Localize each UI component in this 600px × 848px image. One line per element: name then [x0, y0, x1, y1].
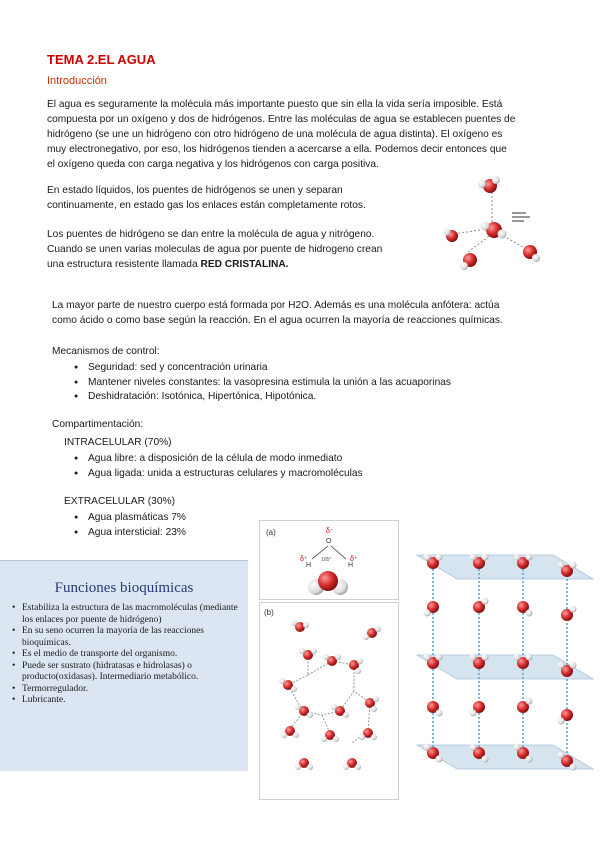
text-line: compuesta por un oxígeno y dos de hidrógenos. Entre las moléculas de agua se establecen puentes de	[47, 114, 516, 125]
oxygen-atom	[318, 571, 338, 591]
hydrogen-atom	[460, 262, 468, 270]
crystal-paragraph	[47, 227, 417, 272]
list-item: • Es el medio de transporte del organismo.	[12, 649, 242, 661]
list-item: • En su seno ocurren la mayoría de las reacciones bioquímicas.	[12, 626, 242, 649]
text-line: En estado líquidos, los puentes de hidrógenos se unen y separan	[47, 185, 343, 196]
text-line: El agua es seguramente la molécula más importante puesto que sin ella la vida sería imposible. Está	[47, 99, 503, 110]
section-subtitle: Introducción	[47, 75, 107, 87]
intracellular-list	[72, 452, 472, 481]
hydrogen-atom	[498, 230, 507, 239]
text-line	[47, 257, 417, 272]
text-line: Los puentes de hidrógeno se dan entre la molécula de agua y nitrógeno.	[47, 229, 375, 240]
list-item: ● Agua intersticial: 23%	[72, 526, 272, 541]
figure-a-water-molecule	[259, 520, 399, 600]
list-item: • Puede ser sustrato (hidratasas e hidrolasas) o producto(oxidasas). Intermediario metabólico.	[12, 661, 242, 684]
list-item: • Estabiliza la estructura de las macromoléculas (mediante los enlaces por puente de hidrógeno)	[12, 603, 242, 626]
list-item: • Lubricante.	[12, 695, 242, 707]
control-list	[72, 361, 552, 405]
list-item: ● Mantener niveles constantes: la vasopresina estimula la unión a las acuaporinas	[72, 376, 552, 391]
hydrogen-atom	[532, 254, 540, 262]
body-paragraph	[52, 298, 567, 328]
text-line: continuamente, en estado gas los enlaces están completamente rotos.	[47, 200, 366, 211]
list-item: ● Agua ligada: unida a estructuras celulares y macromoléculas	[72, 467, 472, 482]
ice-crystal-lattice-figure	[403, 535, 597, 793]
hydrogen-atom	[481, 222, 490, 231]
intracellular-heading: INTRACELULAR (70%)	[64, 437, 172, 448]
list-item: ● Deshidratación: Isotónica, Hipertónica, Hipotónica.	[72, 390, 552, 405]
water-molecule-figure	[440, 172, 560, 272]
states-paragraph	[47, 183, 407, 213]
charge-label: δ⁺	[300, 556, 308, 563]
text-line: el oxígeno queda con carga negativa y los hidrógenos con carga positiva.	[47, 159, 379, 170]
angle-label: 105°	[321, 557, 332, 563]
list-item: • Termorregulador.	[12, 684, 242, 696]
text-line: Cuando se unen varias moleculas de agua por puente de hidrogeno crean	[47, 244, 383, 255]
figure-label: (a)	[266, 528, 276, 537]
hydrogen-atom	[492, 176, 500, 184]
hydrogen-atom	[478, 180, 486, 188]
text-line: hidrógeno (se une un hidrógeno con otro hidrógeno de una molécula de agua distinta). El oxígeno es	[47, 129, 503, 140]
list-item: ● Agua plasmáticas 7%	[72, 511, 272, 526]
intro-paragraph	[47, 97, 567, 172]
atom-label: H	[306, 562, 312, 569]
charge-label: δ⁺	[350, 556, 358, 563]
figure-b-hydrogen-bonds	[259, 602, 399, 800]
bold-term: RED CRISTALINA.	[200, 259, 289, 270]
text-line: como ácido o como base según la reacción. En el agua ocurren la mayoría de reacciones químicas.	[52, 315, 503, 326]
charge-label: δ⁻	[326, 528, 334, 535]
text-line: La mayor parte de nuestro cuerpo está formada por H2O. Además es una molécula anfótera: actúa	[52, 300, 500, 311]
extracellular-heading: EXTRACELULAR (30%)	[64, 496, 175, 507]
text-fragment: una estructura resistente llamada	[47, 259, 201, 270]
hydrogen-atom	[444, 229, 451, 236]
list-item: ● Seguridad: sed y concentración urinaria	[72, 361, 552, 376]
panel-title: Funciones bioquímicas	[54, 580, 194, 596]
functions-list	[12, 603, 242, 707]
control-heading: Mecanismos de control:	[52, 346, 160, 357]
compart-heading: Compartimentación:	[52, 419, 144, 430]
text-line: muy electronegativo, por eso, los hidrógenos tienden a acercarse a ella. Podemos decir entonces que	[47, 144, 507, 155]
extracellular-list	[72, 511, 272, 540]
atom-label: O	[326, 538, 332, 545]
atom-label: H	[348, 562, 354, 569]
list-item: ● Agua libre: a disposición de la célula de modo inmediato	[72, 452, 472, 467]
figure-label: (b)	[264, 608, 274, 617]
page-title: TEMA 2.EL AGUA	[47, 52, 156, 67]
